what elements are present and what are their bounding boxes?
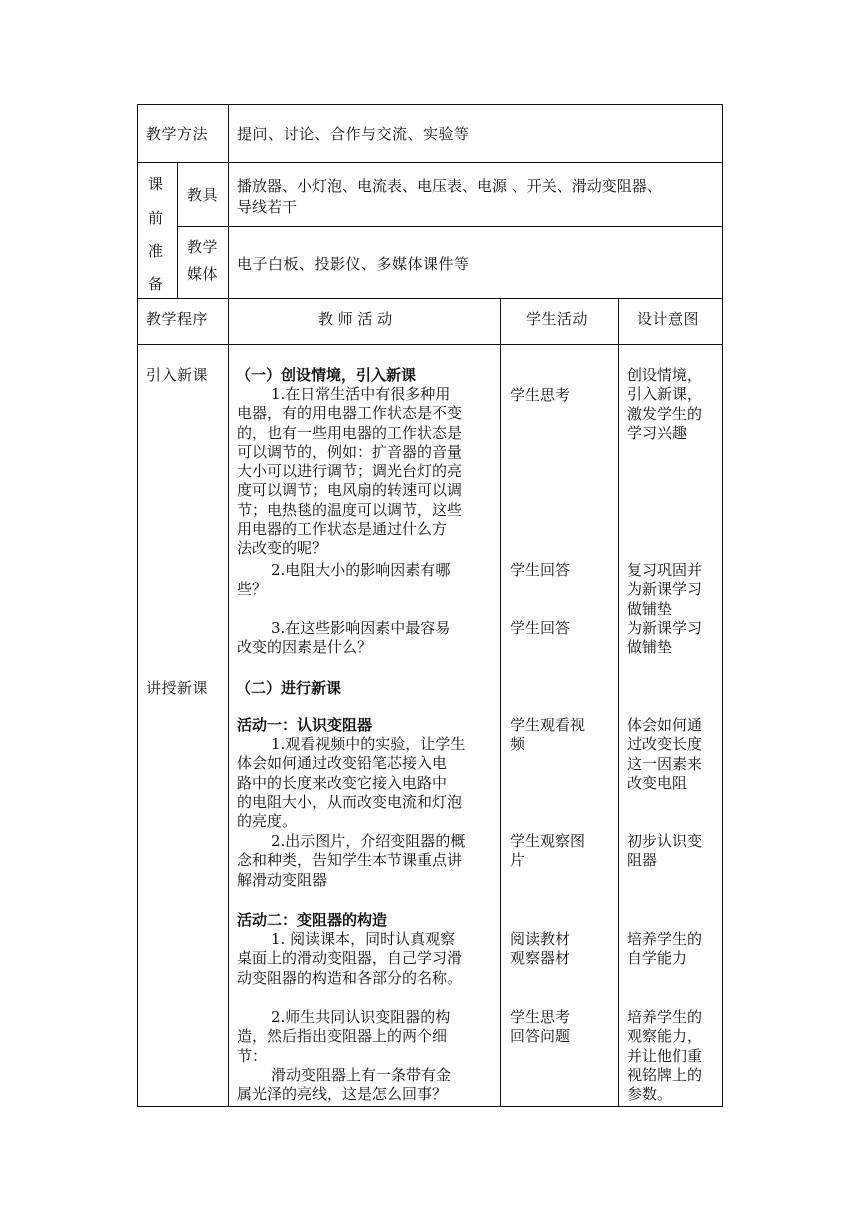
media-label-line: 媒体 — [187, 265, 219, 283]
text-line: 的电阻大小，从而改变电流和灯泡 — [237, 792, 463, 811]
text-line: 可以调节的，例如：扩音器的音量 — [237, 442, 463, 461]
text-line: 电器，有的用电器工作状态是不变 — [237, 404, 463, 423]
student-activity — [510, 1008, 570, 1047]
border-right — [722, 104, 723, 1107]
text-line: 学习兴趣 — [627, 423, 688, 442]
text-line: 桌面上的滑动变阻器，自己学习滑 — [237, 949, 463, 968]
border-bottom — [137, 1106, 723, 1107]
col-rule-teacher — [500, 298, 501, 1107]
text-line: 复习巩固并 — [627, 561, 703, 579]
text-line: 大小可以进行调节；调光台灯的亮 — [237, 462, 463, 481]
text-line: 这一因素来 — [627, 754, 703, 773]
student-activity — [510, 930, 570, 969]
text-line: 属光泽的亮线，这是怎么回事？ — [237, 1085, 448, 1104]
rule-after-tools — [177, 226, 723, 227]
text-line: 频 — [510, 735, 526, 754]
text-line: 过改变长度 — [627, 735, 703, 754]
text-line: 并让他们重 — [627, 1046, 703, 1065]
text-line: 创设情境， — [627, 366, 703, 384]
text-line: 激发学生的 — [627, 404, 703, 423]
design-intent — [627, 366, 702, 443]
media-label-line: 教学 — [187, 238, 219, 256]
teacher-paragraph — [237, 735, 465, 831]
col-rule-label — [228, 104, 229, 1107]
rule-after-method — [137, 162, 723, 163]
text-line: 片 — [510, 851, 526, 870]
col-header-intent: 设计意图 — [637, 310, 700, 328]
text-line: 造，然后指出变阻器上的两个细 — [237, 1027, 448, 1046]
prep-label-char: 准 — [148, 242, 164, 260]
method-value: 提问、讨论、合作与交流、实验等 — [237, 125, 470, 143]
text-line: 参数。 — [627, 1085, 673, 1104]
col-header-student: 学生活动 — [526, 310, 589, 328]
rule-after-prep — [137, 298, 723, 299]
prep-label-char: 备 — [148, 275, 164, 293]
text-line: 培养学生的 — [627, 1008, 703, 1026]
student-activity: 学生回答 — [510, 619, 571, 637]
text-line: 阻器 — [627, 851, 658, 870]
tools-value-line: 播放器、小灯泡、电流表、电压表、电源 、开关、滑动变阻器、 — [237, 177, 662, 195]
teacher-paragraph — [237, 1008, 451, 1104]
text-line: 用电器的工作状态是通过什么方 — [237, 520, 448, 539]
teacher-paragraph — [237, 385, 462, 559]
text-line: 节： — [237, 1046, 268, 1065]
text-line: 学生思考 — [510, 1008, 571, 1026]
text-line: 体会如何通过改变铅笔芯接入电 — [237, 754, 448, 773]
text-line: 培养学生的 — [627, 930, 703, 948]
text-line: 视铭牌上的 — [627, 1065, 703, 1084]
rule-after-header — [137, 344, 723, 345]
teacher-paragraph — [237, 930, 462, 988]
text-line: 节；电热毯的温度可以调节，这些 — [237, 500, 463, 519]
text-line: 改变电阻 — [627, 773, 688, 792]
design-intent — [627, 619, 702, 658]
text-line: 念和种类，告知学生本节课重点讲 — [237, 851, 463, 870]
design-intent — [627, 930, 702, 969]
text-line: 解滑动变阻器 — [237, 870, 328, 889]
text-line: 为新课学习 — [627, 580, 703, 599]
text-line: 1.观看视频中的实验，让学生 — [271, 735, 466, 753]
text-line: 3.在这些影响因素中最容易 — [271, 619, 451, 637]
prep-label-char: 课 — [148, 175, 164, 193]
text-line: 2.电阻大小的影响因素有哪 — [271, 561, 451, 579]
col-rule-student — [618, 298, 619, 1107]
section-title: （一）创设情境，引入新课 — [236, 366, 417, 384]
tools-value-line: 导线若干 — [237, 198, 298, 216]
text-line: 学生观察图 — [510, 832, 586, 850]
text-line: 些？ — [237, 580, 268, 599]
text-line: 的，也有一些用电器的工作状态是 — [237, 423, 463, 442]
text-line: 度可以调节；电风扇的转速可以调 — [237, 481, 463, 500]
text-line: 1. 阅读课本，同时认真观察 — [271, 930, 456, 948]
border-top — [137, 104, 723, 105]
text-line: 1.在日常生活中有很多种用 — [271, 385, 451, 403]
teacher-paragraph — [237, 561, 450, 600]
text-line: 学生观看视 — [510, 716, 586, 734]
text-line: 动变阻器的构造和各部分的名称。 — [237, 968, 463, 987]
text-line: 观察器材 — [510, 949, 571, 968]
text-line: 做铺垫 — [627, 599, 673, 618]
student-activity — [510, 832, 585, 871]
text-line: 阅读教材 — [510, 930, 571, 948]
text-line: 的亮度。 — [237, 812, 298, 831]
design-intent — [627, 832, 702, 871]
text-line: 2.出示图片，介绍变阻器的概 — [271, 832, 466, 850]
stage-intro: 引入新课 — [146, 366, 209, 384]
design-intent — [627, 1008, 702, 1104]
col-rule-prep — [177, 162, 178, 299]
text-line: 2.师生共同认识变阻器的构 — [271, 1008, 451, 1026]
tools-label: 教具 — [187, 186, 219, 204]
text-line: 路中的长度来改变它接入电路中 — [237, 773, 448, 792]
text-line: 改变的因素是什么？ — [237, 638, 373, 657]
text-line: 滑动变阻器上有一条带有金 — [271, 1065, 452, 1084]
text-line: 回答问题 — [510, 1027, 571, 1046]
col-header-program: 教学程序 — [146, 310, 209, 328]
design-intent — [627, 561, 702, 619]
student-activity: 学生回答 — [510, 561, 571, 579]
text-line: 初步认识变 — [627, 832, 703, 850]
activity-title: 活动二：变阻器的构造 — [237, 911, 388, 929]
text-line: 引入新课， — [627, 385, 703, 404]
method-label: 教学方法 — [146, 125, 209, 143]
media-value: 电子白板、投影仪、多媒体课件等 — [237, 255, 470, 273]
col-header-teacher: 教 师 活 动 — [318, 310, 393, 328]
text-line: 为新课学习 — [627, 619, 703, 637]
teacher-paragraph — [237, 619, 450, 658]
activity-title: 活动一：认识变阻器 — [237, 716, 373, 734]
design-intent — [627, 716, 702, 793]
text-line: 体会如何通 — [627, 716, 703, 734]
prep-label-char: 前 — [148, 209, 164, 227]
text-line: 法改变的呢？ — [237, 539, 328, 558]
text-line: 自学能力 — [627, 949, 688, 968]
text-line: 观察能力， — [627, 1027, 703, 1046]
text-line: 做铺垫 — [627, 638, 673, 657]
student-activity — [510, 716, 585, 755]
teacher-paragraph — [237, 832, 465, 890]
stage-teaching: 讲授新课 — [146, 679, 209, 697]
student-activity: 学生思考 — [510, 386, 571, 404]
border-left — [137, 104, 138, 1107]
section-title: （二）进行新课 — [236, 679, 342, 697]
